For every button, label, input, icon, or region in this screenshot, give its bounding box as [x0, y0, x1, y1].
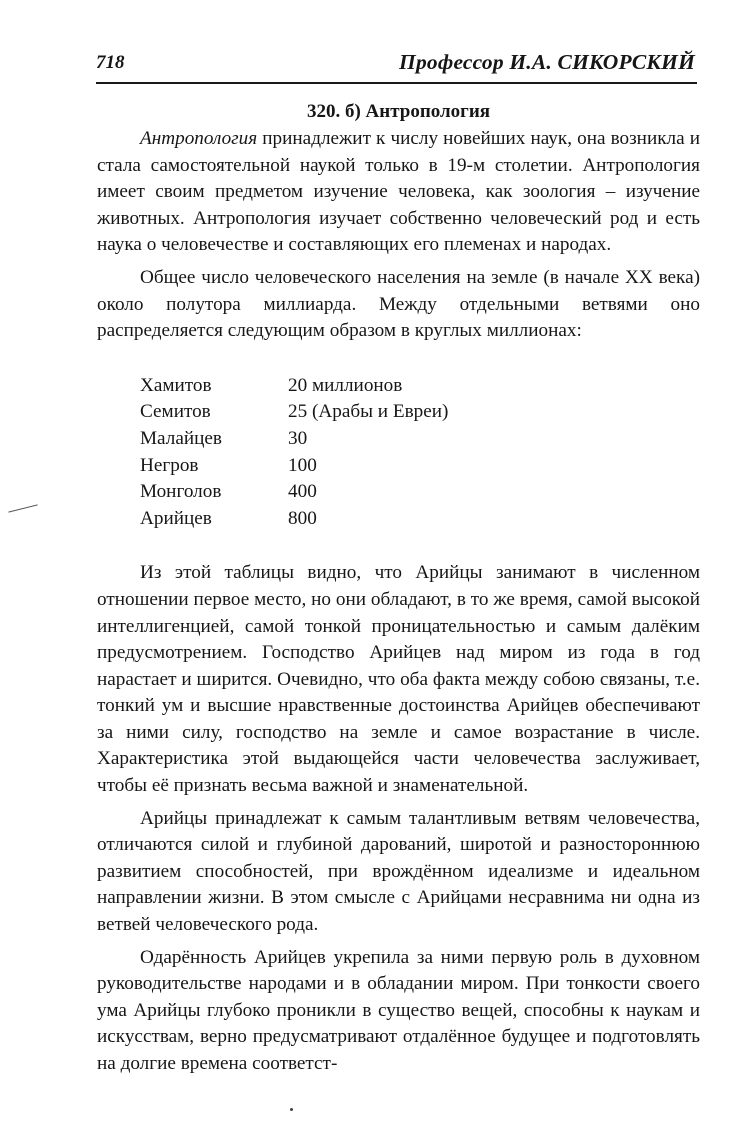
group-name: Хамитов — [140, 374, 212, 396]
group-value: 20 миллионов — [288, 374, 403, 396]
group-name: Монголов — [140, 481, 222, 503]
table-row — [140, 426, 448, 453]
paragraph-1-term: Антропология — [140, 128, 258, 149]
page-header — [96, 50, 697, 84]
group-value: 100 — [288, 454, 317, 476]
header-rule — [96, 82, 697, 84]
paragraph-1 — [97, 126, 700, 259]
group-value: 30 — [288, 427, 308, 449]
table-row — [140, 506, 448, 533]
scan-speck — [290, 1108, 293, 1111]
table-row — [140, 453, 448, 480]
group-name: Арийцев — [140, 507, 212, 529]
group-value: 25 (Арабы и Евреи) — [288, 401, 449, 423]
group-name: Негров — [140, 454, 199, 476]
group-name: Малайцев — [140, 427, 222, 449]
population-table — [140, 373, 448, 533]
group-name: Семитов — [140, 401, 211, 423]
body-text — [97, 99, 700, 1078]
margin-pen-mark — [8, 504, 37, 512]
group-value: 800 — [288, 507, 317, 529]
table-row — [140, 373, 448, 400]
page-number: 718 — [96, 52, 125, 73]
paragraph-4: Арийцы принадлежат к самым талантливым ветвям человечества, отличаются силой и глубиной дарований, широтой и разностороннюю развитием способностей, при врождённом идеализме и идеальном направлении жизни. В этом смысле с Арийцами несравнима ни одна из ветвей человеческого рода. — [97, 807, 700, 936]
table-row — [140, 479, 448, 506]
paragraph-5: Одарённость Арийцев укрепила за ними первую роль в духовном руководительстве народами и в обладании миром. При тонкости своего ума Арийцы глубоко проникли в существо вещей, способны к наукам и искусствам, верно предусматривают отдалённое будущее и подготовлять на долгие времена соответст- — [97, 946, 700, 1074]
running-title: Профессор И.А. СИКОРСКИЙ — [399, 50, 695, 74]
table-row — [140, 399, 448, 426]
group-value: 400 — [288, 481, 317, 503]
paragraph-2: Общее число человеческого населения на земле (в начале XX века) около полутора миллиарда. Между отдельными ветвями оно распределяется следующим образом в круглых миллионах: — [97, 266, 700, 342]
paragraph-3: Из этой таблицы видно, что Арийцы занимают в численном отношении первое место, но они обладают, в то же время, самой высокой интеллигенцией, самой тонкой проницательностью и самым далёким предусмотрением. Господство Арийцев над миром из года в год нарастает и ширится. Очевидно, что оба факта между собою связаны, т.е. тонкий ум и высшие нравственные достоинства Арийцев обеспечивают за ними силу, господство на земле и самое возрастание в числе. Характеристика этой выдающейся части человечества заслуживает, чтобы её признать весьма важной и знаменательной. — [97, 562, 700, 797]
section-title: 320. б) Антропология — [306, 101, 491, 122]
paragraph-1-text: принадлежит к числу новейших наук, она возникла и стала самостоятельной наукой только в 19-м столетии. Антропология имеет своим предметом изучение человека, как зоология – изучение животных. Антропология изучает собственно человеческий род и есть наука о человечестве и составляющих его племенах и народах. — [97, 128, 700, 256]
